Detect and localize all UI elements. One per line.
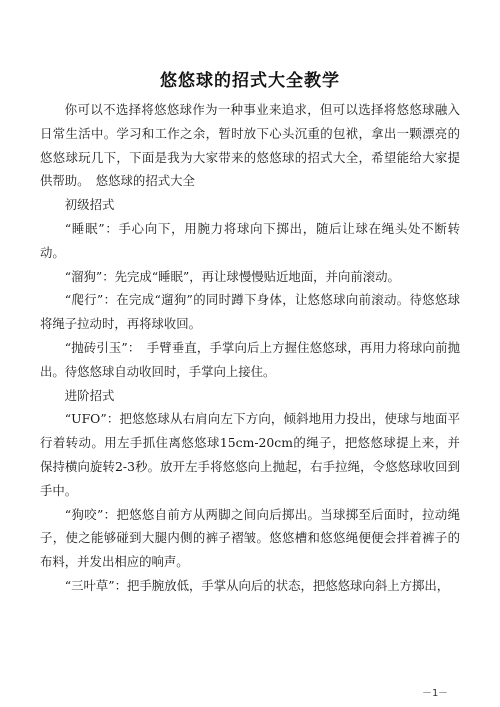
paragraph-ufo: “UFO”：把悠悠球从右肩向左下方向，倾斜地用力投出，使球与地面平行着转动。用左手抓住离悠悠球15cm-20cm的绳子，把悠悠球提上来，并保持横向旋转2-3秒。放开左手将悠悠向上抛起，右手拉绳，令悠悠球收回到手中。 bbox=[40, 411, 460, 498]
document-body bbox=[40, 98, 460, 598]
paragraph-creeper: “爬行”：在完成“遛狗”的同时蹲下身体，让悠悠球向前滚动。待悠悠球将绳子拉动时，再将球收回。 bbox=[40, 292, 460, 332]
page-title: 悠悠球的招式大全教学 bbox=[160, 71, 340, 91]
paragraph-sleep: “睡眠”：手心向下，用腕力将球向下掷出，随后让球在绳头处不断转动。 bbox=[40, 220, 460, 260]
section-heading-advanced: 进阶招式 bbox=[64, 387, 115, 403]
paragraph-dog-bite: “狗咬”：把悠悠自前方从两脚之间向后掷出。当球掷至后面时，拉动绳子，使之能够碰到大腿内侧的裤子褶皱。悠悠槽和悠悠绳便便会拌着裤子的布料，并发出相应的响声。 bbox=[40, 506, 460, 570]
section-heading-beginner: 初级招式 bbox=[64, 197, 115, 213]
paragraph-throw: “抛砖引玉”： 手臂垂直，手掌向后上方握住悠悠球，再用力将球向前抛出。待悠悠球自动收回时，手掌向上接住。 bbox=[40, 339, 460, 379]
intro-paragraph: 你可以不选择将悠悠球作为一种事业来追求，但可以选择将悠悠球融入日常生活中。学习和工作之余，暂时放下心头沉重的包袱，拿出一颗漂亮的悠悠球玩几下，下面是我为大家带来的悠悠球的招式大全，希望能给大家提供帮助。 悠悠球的招式大全 bbox=[40, 102, 460, 189]
paragraph-three-leaf-clover: “三叶草”：把手腕放低，手掌从向后的状态，把悠悠球向斜上方掷出， bbox=[64, 577, 450, 593]
paragraph-walk-the-dog: “溜狗”：先完成“睡眠”，再让球慢慢贴近地面，并向前滚动。 bbox=[64, 268, 400, 284]
page-number: －1－ bbox=[421, 688, 448, 699]
